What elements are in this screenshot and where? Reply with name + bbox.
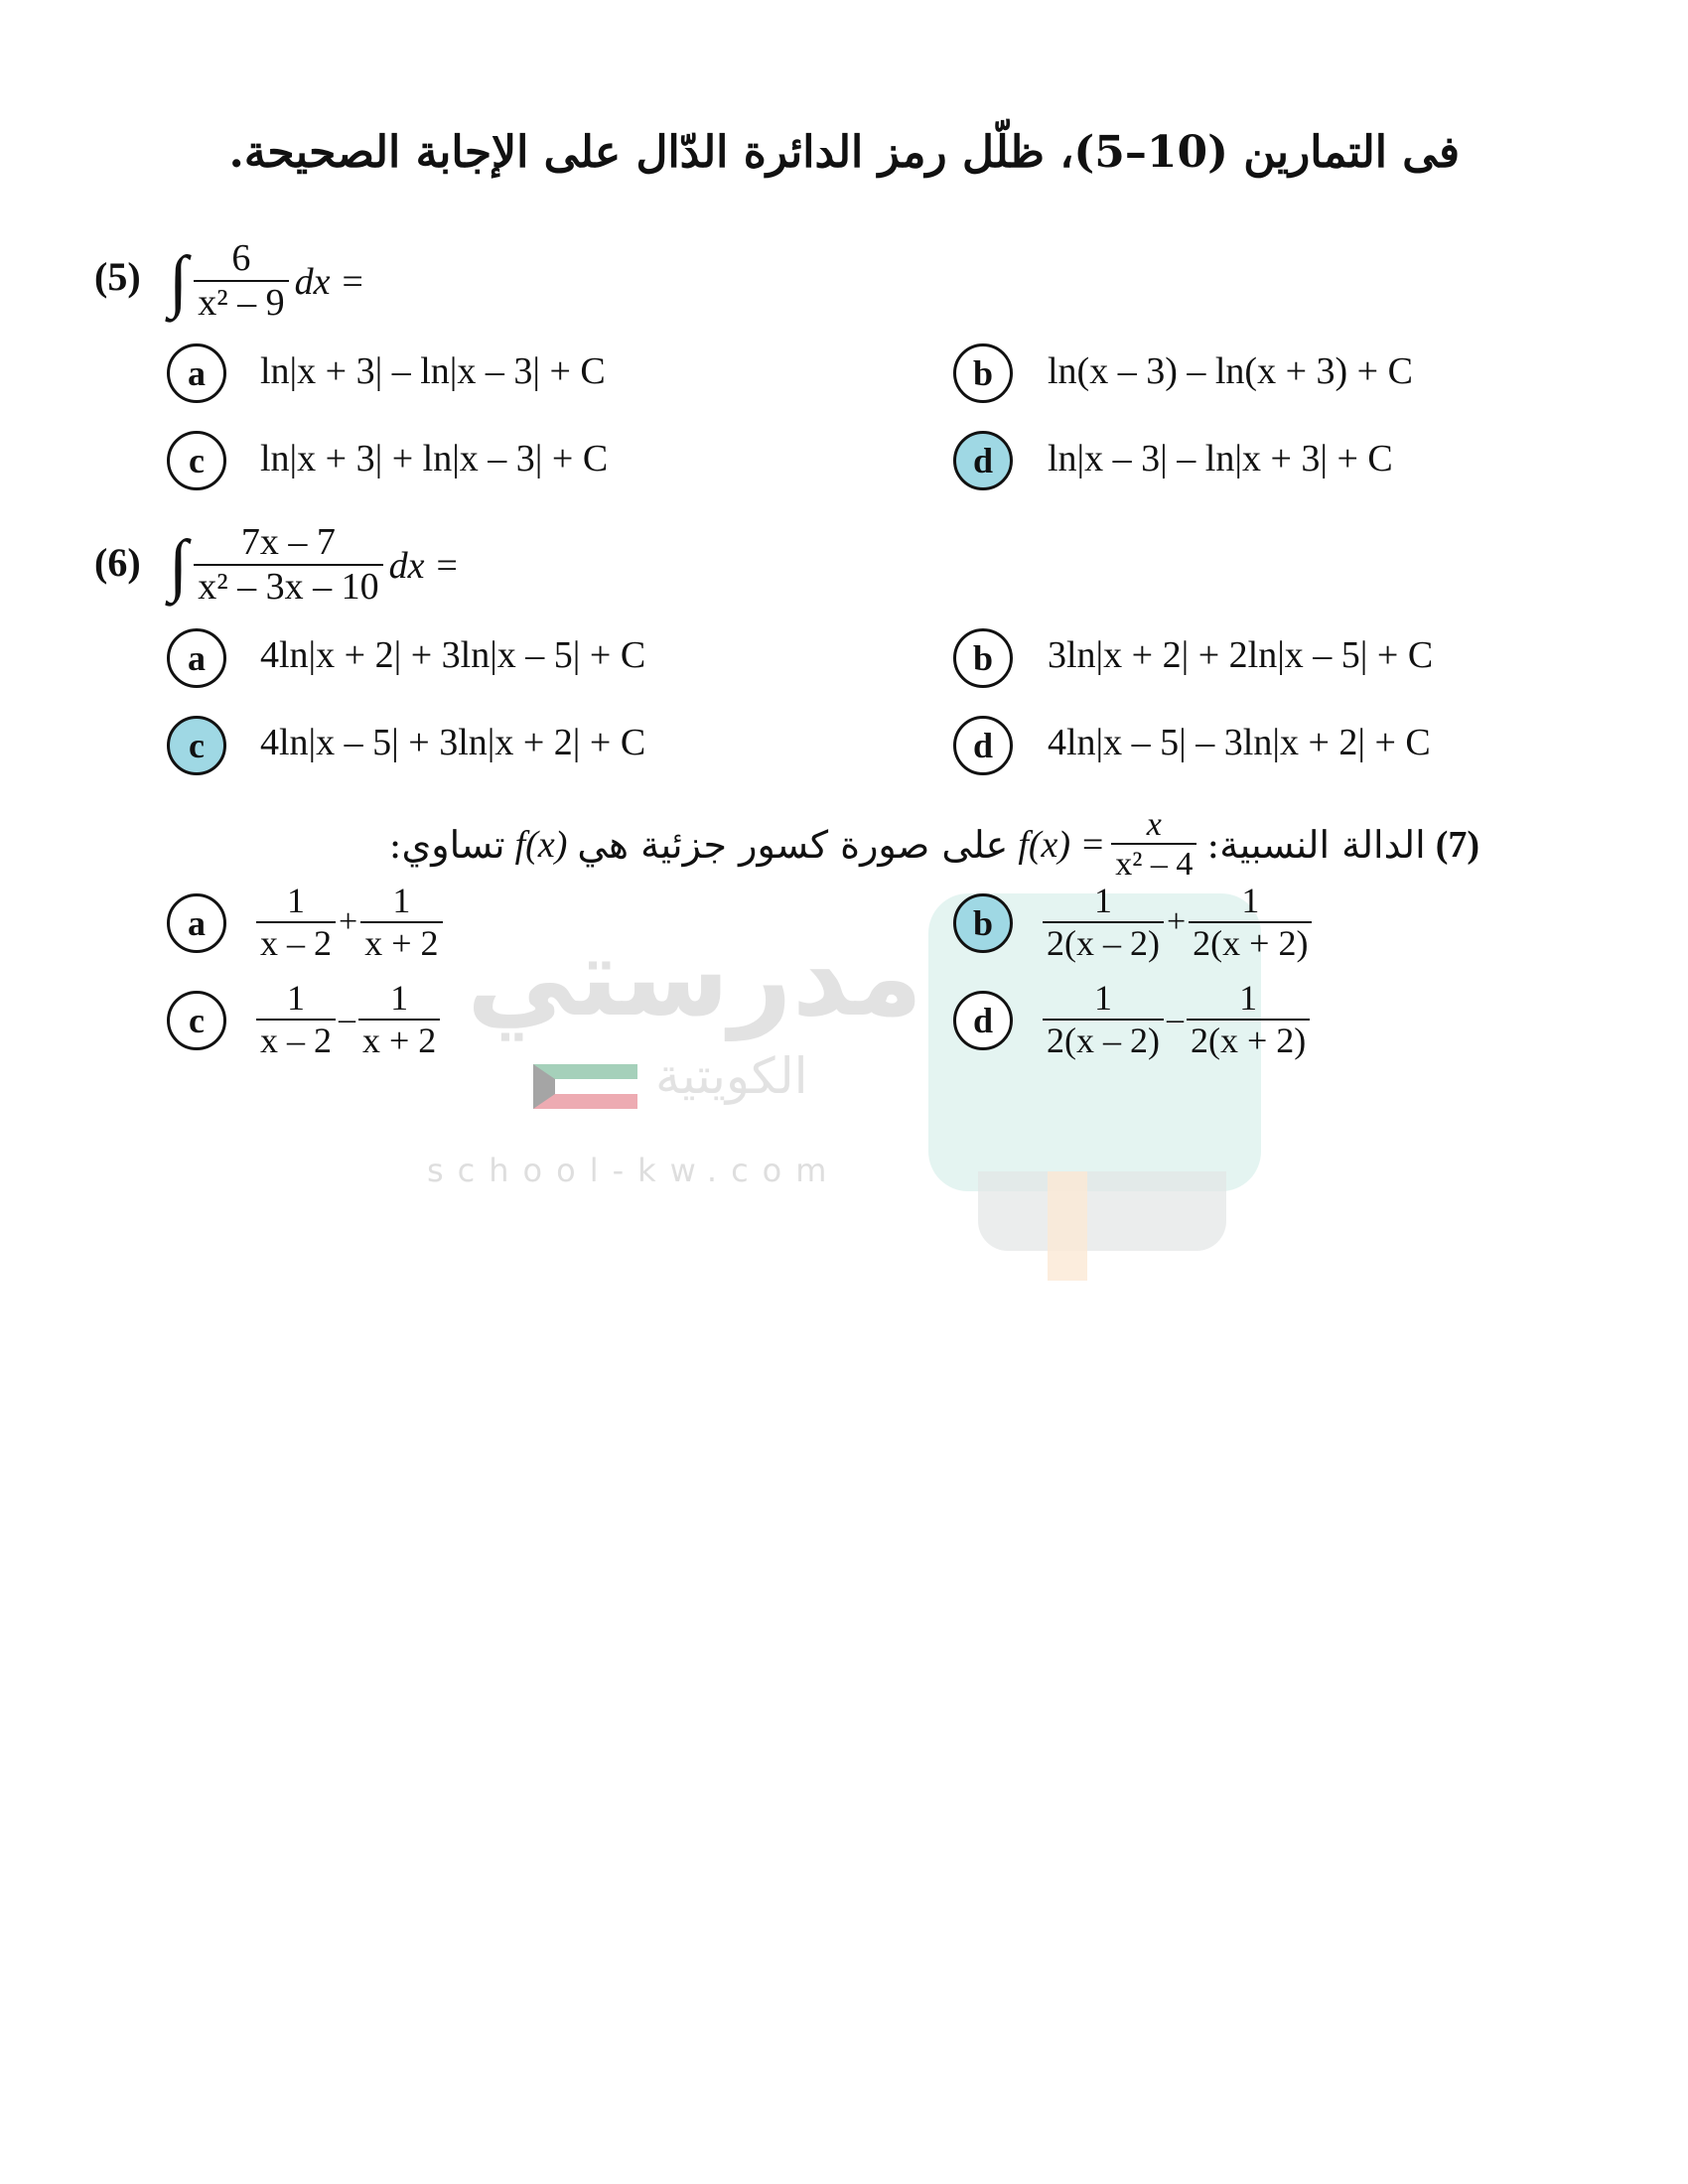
option-6a-bubble[interactable]: a (167, 628, 226, 688)
option-5a-text: ln|x + 3| – ln|x – 3| + C (260, 350, 606, 392)
option-7a-expression (256, 882, 443, 964)
question-7-lhs: f(x) = (1018, 824, 1106, 867)
watermark-title: مدرستي (467, 913, 923, 1040)
question-7-text-after: تساوي: (388, 823, 505, 868)
watermark-url: school-kw.com (427, 1152, 841, 1189)
fraction-numerator: 1 (392, 881, 411, 920)
question-5-fraction (194, 238, 288, 325)
operator: – (1166, 1001, 1184, 1038)
option-6c-bubble[interactable]: c (167, 716, 226, 775)
option-7b-expression (1043, 882, 1312, 964)
question-number-6: (6) (94, 540, 141, 585)
option-6c-text: 4ln|x – 5| + 3ln|x + 2| + C (260, 722, 646, 763)
fraction-numerator: 1 (1239, 978, 1258, 1018)
fraction-numerator: 6 (231, 237, 251, 279)
option-6d-text: 4ln|x – 5| – 3ln|x + 2| + C (1048, 722, 1431, 763)
question-6-fraction (194, 522, 382, 609)
fraction-numerator: 1 (287, 881, 305, 920)
operator: + (1166, 903, 1187, 941)
fraction-denominator: x² – 3x – 10 (194, 564, 382, 610)
fraction-denominator: 2(x + 2) (1187, 1019, 1310, 1061)
operator: – (339, 1001, 355, 1038)
fraction-denominator: x² – 9 (194, 280, 288, 326)
integral-icon: ∫ (169, 242, 189, 320)
operator: + (339, 903, 358, 941)
option-5a-bubble[interactable]: a (167, 343, 226, 403)
option-5d-text: ln|x – 3| – ln|x + 3| + C (1048, 438, 1393, 479)
integral-icon: ∫ (169, 526, 189, 604)
fraction-denominator: x + 2 (360, 921, 442, 964)
question-7-function (1018, 806, 1196, 884)
option-7c-expression (256, 979, 440, 1061)
question-5-expression (169, 238, 365, 325)
question-number-7: (7) (1435, 824, 1479, 867)
question-6-expression (169, 522, 460, 609)
option-6d-bubble[interactable]: d (953, 716, 1013, 775)
option-7a-bubble[interactable]: a (167, 893, 226, 953)
watermark-bookmark (1048, 1171, 1087, 1281)
fraction-denominator: 2(x + 2) (1189, 921, 1312, 964)
question-number-5: (5) (94, 254, 141, 299)
question-7-statement (389, 806, 1479, 884)
question-7-text-before: الدالة النسبية: (1206, 823, 1426, 868)
fraction-numerator: 1 (1093, 881, 1112, 920)
fraction-denominator: x – 2 (256, 1019, 336, 1061)
option-5c-bubble[interactable]: c (167, 431, 226, 490)
watermark-flag-icon (533, 1064, 637, 1109)
option-5d-bubble[interactable]: d (953, 431, 1013, 490)
option-7d-bubble[interactable]: d (953, 991, 1013, 1050)
integral-suffix: dx = (294, 260, 365, 303)
watermark-subtitle: الكويتية (655, 1047, 808, 1105)
fraction-denominator: 2(x – 2) (1043, 921, 1164, 964)
fraction-denominator: 2(x – 2) (1043, 1019, 1164, 1061)
fraction-numerator: 1 (390, 978, 409, 1018)
fraction-numerator: 1 (287, 978, 305, 1018)
fraction-denominator: x – 2 (256, 921, 336, 964)
watermark-logo-tail (978, 1171, 1226, 1251)
question-7-fraction (1111, 806, 1196, 884)
option-7b-bubble[interactable]: b (953, 893, 1013, 953)
instruction-text: فى التمارين (10–5)، ظلّل رمز الدائرة الدّال على الإجابة الصحيحة. (228, 127, 1460, 178)
option-5b-bubble[interactable]: b (953, 343, 1013, 403)
fraction-denominator: x² – 4 (1111, 843, 1196, 884)
option-6b-bubble[interactable]: b (953, 628, 1013, 688)
question-7-text-middle: على صورة كسور جزئية هي (577, 823, 1009, 868)
fraction-numerator: x (1146, 806, 1162, 843)
fraction-denominator: x + 2 (358, 1019, 440, 1061)
option-7c-bubble[interactable]: c (167, 991, 226, 1050)
option-5c-text: ln|x + 3| + ln|x – 3| + C (260, 438, 609, 479)
question-7-fx: f(x) (514, 824, 568, 867)
option-7d-expression (1043, 979, 1310, 1061)
fraction-numerator: 7x – 7 (240, 521, 336, 563)
fraction-numerator: 1 (1241, 881, 1260, 920)
option-6b-text: 3ln|x + 2| + 2ln|x – 5| + C (1048, 634, 1434, 676)
fraction-numerator: 1 (1093, 978, 1112, 1018)
integral-suffix: dx = (388, 544, 460, 587)
option-5b-text: ln(x – 3) – ln(x + 3) + C (1048, 350, 1413, 392)
option-6a-text: 4ln|x + 2| + 3ln|x – 5| + C (260, 634, 646, 676)
